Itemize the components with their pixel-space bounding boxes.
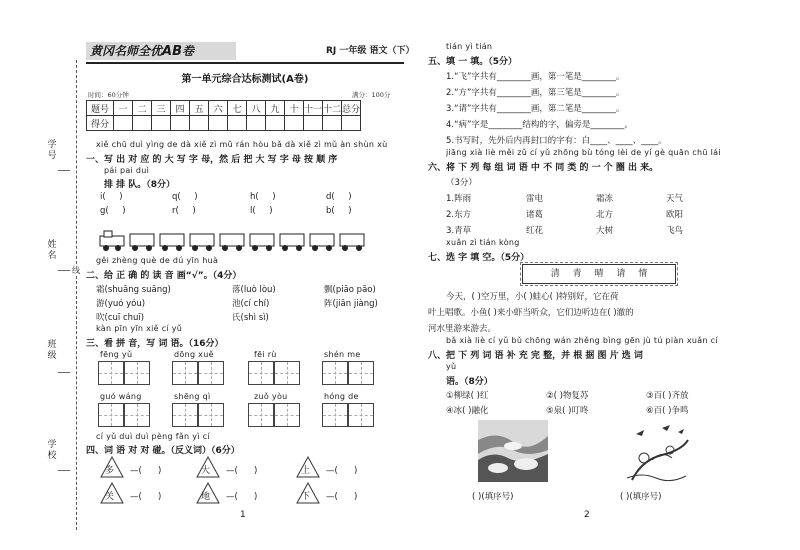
melting-snow-picture	[478, 420, 548, 482]
writing-grid[interactable]	[322, 361, 348, 385]
q7-passage-line[interactable]: 叶上唱歌。小鱼( )来小虾当听众，它们边听边在( )澈的	[428, 308, 634, 318]
q8-heading-2: 语。（8分）	[446, 377, 493, 387]
time-label: 时间：60分钟	[88, 91, 129, 99]
score-cell: 六	[209, 101, 228, 116]
q7-word-box	[522, 264, 676, 284]
writing-grid[interactable]	[124, 361, 150, 385]
q2-option[interactable]: 霜(shuāng suāng)	[96, 285, 171, 295]
score-blank[interactable]	[209, 116, 228, 131]
antonym-blank[interactable]: —( )	[130, 492, 162, 502]
q8-heading: 八、把 下 列 词 语 补 充 完 整，并 根 据 图 片 选 词	[428, 351, 643, 361]
antonym-blank[interactable]: —( )	[130, 466, 162, 476]
q5-item[interactable]: 4.“病”字是________结构的字，偏旁是________。	[446, 120, 633, 130]
q6-word[interactable]: 3.青草	[446, 226, 472, 236]
q7-pinyin: xuǎn zì tián kòng	[446, 238, 520, 247]
binding-line	[58, 170, 70, 171]
q3-word-pinyin: shén me	[324, 350, 361, 359]
q8-item[interactable]: ①柳绿( )红	[446, 391, 489, 401]
train-engine-icon	[100, 231, 124, 251]
page-number-right: 2	[584, 510, 590, 520]
q5-item[interactable]: 3.“请”字共有________画，第二笔是________。	[446, 104, 625, 114]
score-cell: 四	[171, 101, 190, 116]
q6-word[interactable]: 飞鸟	[666, 226, 684, 236]
antonym-char: 关	[105, 492, 115, 502]
q1-heading-2: 排 排 队。（8分）	[104, 180, 176, 190]
q3-word-pinyin: fēng yǔ	[100, 350, 133, 359]
q2-option[interactable]: 氏(shì sì)	[232, 313, 269, 323]
antonym-char: 上	[301, 466, 311, 476]
score-cell: 一	[114, 101, 133, 116]
writing-grid[interactable]	[248, 361, 274, 385]
q7-word: 情	[638, 269, 648, 279]
q1-letter-blank[interactable]: l( )	[250, 206, 273, 216]
q4-heading: 四、词 语 对 对 碰。（反义词）（6分）	[86, 446, 240, 456]
train-car-icon	[130, 234, 364, 251]
q8-item[interactable]: ⑤泉( )叮咚	[546, 406, 589, 416]
writing-grid[interactable]	[348, 403, 374, 427]
test-title: 第一单元综合达标测试(A卷)	[181, 74, 309, 85]
q2-option[interactable]: 飘(piāo pāo)	[324, 285, 376, 295]
score-blank[interactable]	[190, 116, 209, 131]
score-blank[interactable]	[285, 116, 304, 131]
brand-suffix: 卷	[182, 44, 195, 58]
antonym-char: 多	[105, 466, 115, 476]
q6-word[interactable]: 大树	[596, 226, 614, 236]
brand-ab: AB	[162, 44, 182, 59]
q1-letter-blank[interactable]: b( )	[326, 206, 352, 216]
q1-heading: 一、写 出 对 应 的 大 写 字 母，然 后 把 大 写 字 母 按 顺 序	[86, 155, 338, 165]
writing-grid[interactable]	[172, 361, 198, 385]
antonym-char: 大	[201, 466, 211, 476]
brand-text: 黄冈名师全优	[90, 44, 163, 58]
cut-mark: 线	[72, 266, 80, 275]
q1-pinyin-2: pái pai duì	[104, 166, 150, 175]
q3-word-pinyin: fēi rù	[254, 350, 277, 359]
score-blank[interactable]	[171, 116, 190, 131]
q3-word-pinyin: hóng de	[324, 392, 359, 401]
score-blank[interactable]	[323, 116, 342, 131]
binding-line	[58, 270, 70, 271]
score-cell: 题号	[87, 101, 114, 116]
writing-grid[interactable]	[274, 403, 300, 427]
q6-word[interactable]: 诸葛	[526, 210, 544, 220]
binding-label-student-no: 学号	[47, 140, 57, 161]
q1-letter-blank[interactable]: g( )	[100, 206, 126, 216]
q3-word-pinyin: shēng qì	[174, 392, 211, 401]
q7-word: 晴	[594, 269, 604, 279]
q8-item[interactable]: ②( )物复苏	[546, 391, 589, 401]
binding-label-school: 学校	[47, 440, 57, 461]
q6-word[interactable]: 天气	[666, 194, 684, 204]
score-blank[interactable]	[133, 116, 152, 131]
score-blank[interactable]	[152, 116, 171, 131]
q7-word: 清	[550, 269, 560, 279]
q8-item[interactable]: ④冰( )融化	[446, 406, 489, 416]
q6-word[interactable]: 北方	[596, 210, 614, 220]
q7-heading: 七、选 字 填 空。（5分）	[428, 253, 530, 263]
binding-label-class: 班级	[47, 340, 57, 361]
score-blank[interactable]	[114, 116, 133, 131]
score-cell: 十二	[323, 101, 342, 116]
score-cell: 五	[190, 101, 209, 116]
q5-item[interactable]: 1.“飞”字共有________画，第一笔是________。	[446, 72, 625, 82]
writing-grid[interactable]	[124, 403, 150, 427]
q5-item[interactable]: 5.书写时，先外后内再封口的字有：白____、____、____。	[446, 136, 667, 146]
q1-letter-blank[interactable]: q( )	[172, 192, 198, 202]
q2-option[interactable]: 阵(jiān jiàng)	[324, 299, 378, 309]
q8-pinyin: bǎ xià liè cí yǔ bǔ chōng wán zhěng bìng gēn jù tú piàn xuǎn cí	[446, 336, 718, 345]
score-table	[86, 100, 361, 131]
picture-answer-left[interactable]: ( )(填序号)	[472, 492, 514, 502]
q3-word-pinyin: dōng xuě	[174, 350, 214, 359]
score-blank[interactable]	[266, 116, 285, 131]
q3-word-pinyin: zuǒ yòu	[254, 392, 288, 401]
score-cell: 七	[228, 101, 247, 116]
page-number-left: 1	[240, 510, 246, 520]
q6-word[interactable]: 霜冻	[596, 194, 614, 204]
q6-word[interactable]: 欧阳	[666, 210, 684, 220]
score-cell: 总分	[342, 101, 361, 116]
q7-passage-line[interactable]: 今天，( )空万里，小( )蛙心( )特别好，它在荷	[446, 292, 619, 302]
score-row-label: 得分	[87, 116, 114, 131]
score-cell: 八	[247, 101, 266, 116]
q3-pinyin: kàn pīn yīn xiě cí yǔ	[96, 324, 183, 333]
binding-fold-line	[76, 60, 77, 530]
binding-label-name: 姓名	[47, 240, 57, 261]
q2-option[interactable]: 吹(cuī chuī)	[96, 313, 145, 323]
q2-heading: 二、给 正 确 的 读 音 画“√”。（4分）	[86, 271, 242, 281]
birds-and-flowers-picture	[622, 420, 692, 482]
q3-heading: 三、看 拼 音，写 词 语。（16分）	[86, 339, 224, 349]
q2-option[interactable]: 池(cí chí)	[232, 299, 270, 309]
score-blank[interactable]	[342, 116, 361, 131]
score-cell: 九	[266, 101, 285, 116]
score-blank[interactable]	[247, 116, 266, 131]
writing-grid[interactable]	[98, 403, 124, 427]
antonym-char: 地	[201, 492, 211, 502]
writing-grid[interactable]	[322, 403, 348, 427]
q6-heading: 六、将 下 列 每 组 词 语 中 不 同 类 的 一 个 圈 出 来。	[428, 163, 659, 173]
q6-word[interactable]: 红花	[526, 226, 544, 236]
writing-grid[interactable]	[98, 361, 124, 385]
q8-pinyin-2: yǔ	[446, 362, 457, 371]
header-rule	[86, 62, 404, 64]
score-cell: 三	[152, 101, 171, 116]
q7-word: 请	[616, 269, 626, 279]
q6-word[interactable]: 雷电	[526, 194, 544, 204]
q8-item[interactable]: ⑥百( )争鸣	[646, 406, 689, 416]
q6-score: （3分）	[446, 178, 477, 188]
q1-letter-blank[interactable]: h( )	[250, 192, 276, 202]
writing-grid[interactable]	[172, 403, 198, 427]
full-score-label: 满分：100分	[352, 91, 391, 99]
score-cell: 十	[285, 101, 304, 116]
q5-item[interactable]: 2.“方”字共有________画，第三笔是________。	[446, 88, 625, 98]
antonym-blank[interactable]: —( )	[326, 492, 358, 502]
antonym-blank[interactable]: —( )	[326, 466, 358, 476]
antonym-blank[interactable]: —( )	[226, 492, 258, 502]
q6-word[interactable]: 2.东方	[446, 210, 472, 220]
brand-logo	[86, 42, 236, 60]
train-illustration	[98, 228, 366, 252]
writing-grid[interactable]	[198, 403, 224, 427]
score-blank[interactable]	[228, 116, 247, 131]
writing-grid[interactable]	[248, 403, 274, 427]
q7-passage-line: 河水里游来游去。	[428, 324, 497, 334]
writing-grid[interactable]	[198, 361, 224, 385]
q2-option[interactable]: 落(luò lòu)	[232, 285, 276, 295]
grade-label: RJ 一年级 语文（下）	[326, 46, 415, 56]
score-blank[interactable]	[304, 116, 323, 131]
antonym-char: 下	[301, 492, 311, 502]
q8-item[interactable]: ③百( )齐放	[646, 391, 689, 401]
binding-line	[58, 470, 70, 471]
q1-pinyin: xiě chū duì yìng de dà xiě zì mǔ rán hòu bǎ dà xiě zì mǔ àn shùn xù	[96, 140, 388, 149]
antonym-blank[interactable]: —( )	[226, 466, 258, 476]
q1-letter-blank[interactable]: i( )	[100, 192, 123, 202]
binding-line	[58, 372, 70, 373]
q7-word: 青	[572, 269, 582, 279]
q2-pinyin: gěi zhèng què de dú yīn huà	[96, 256, 219, 265]
picture-answer-right[interactable]: ( )(填序号)	[620, 492, 662, 502]
score-cell: 十一	[304, 101, 323, 116]
score-cell: 二	[133, 101, 152, 116]
q1-letter-blank[interactable]: r( )	[172, 206, 196, 216]
q6-pinyin: jiāng xià liè měi zǔ cí yǔ zhōng bù tóng lèi de yí gè quān chū lái	[446, 148, 721, 157]
q6-word[interactable]: 1.阵雨	[446, 194, 472, 204]
q5-heading: 五、填 一 填。（5分）	[428, 57, 518, 67]
q2-option[interactable]: 游(yuó yóu)	[96, 299, 146, 309]
q4-pinyin: cí yǔ duì duì pèng fǎn yì cí	[96, 432, 210, 441]
writing-grid[interactable]	[348, 361, 374, 385]
q5-pinyin: tián yì tián	[446, 42, 493, 51]
q1-letter-blank[interactable]: d( )	[326, 192, 352, 202]
q3-word-pinyin: guó wáng	[100, 392, 142, 401]
writing-grid[interactable]	[274, 361, 300, 385]
